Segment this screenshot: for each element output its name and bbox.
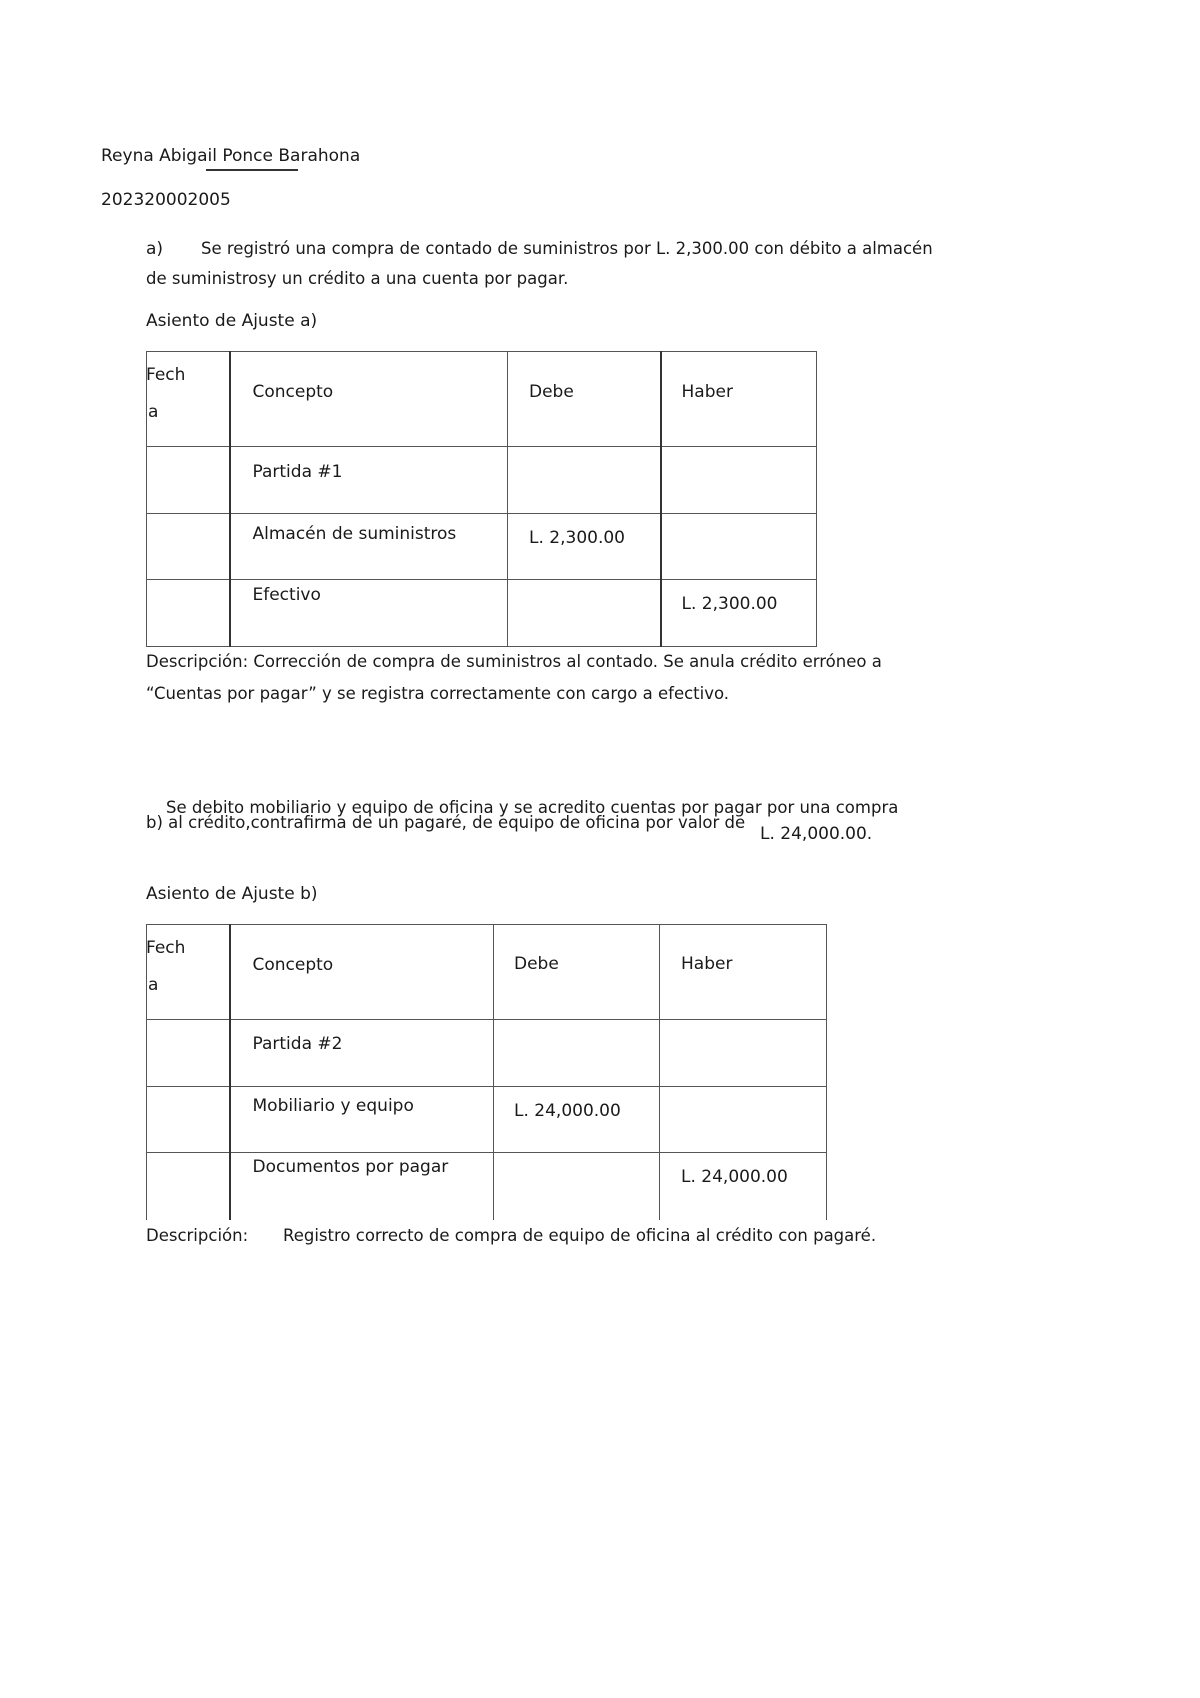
header-haber [661, 352, 817, 447]
table-row [147, 514, 817, 580]
cell-debe [494, 1087, 660, 1153]
section-a-heading: Asiento de Ajuste a) [146, 311, 318, 331]
section-b-statement-line1: Se debito mobiliario y equipo de oficina y se acredito cuentas por pagar por una compra [166, 798, 899, 817]
student-id: 202320002005 [101, 190, 231, 210]
header-haber [660, 925, 827, 1020]
cell-haber [660, 1153, 827, 1220]
row-haber: L. 2,300.00 [681, 594, 778, 614]
section-a-description-line1: Descripción: Corrección de compra de suministros al contado. Se anula crédito erróneo a [146, 652, 882, 671]
table-row [147, 1087, 827, 1153]
header-fecha [147, 925, 230, 1020]
cell-debe [494, 1153, 660, 1220]
header-fecha [147, 352, 230, 447]
section-b-description-label: Descripción: [146, 1226, 249, 1245]
table-row [147, 1153, 827, 1220]
header-debe [508, 352, 661, 447]
row-concepto: Partida #1 [252, 462, 343, 482]
cell-concepto [230, 1153, 494, 1220]
cell-debe [508, 447, 661, 514]
cell-debe [508, 580, 661, 647]
journal-table-a [146, 351, 817, 647]
section-b-statement-line2: b) al crédito,contrafirma de un pagaré, de equipo de oficina por valor de [146, 813, 746, 832]
journal-table-b [146, 924, 827, 1220]
row-concepto: Efectivo [252, 585, 321, 605]
header-haber-label: Haber [681, 382, 733, 402]
cell-fecha [147, 580, 230, 647]
header-fecha-part1: Fech [146, 365, 186, 385]
cell-concepto [230, 447, 508, 514]
cell-fecha [147, 1087, 230, 1153]
header-fecha-part2: a [148, 402, 159, 422]
table-header-row [147, 352, 817, 447]
cell-haber [661, 580, 817, 647]
row-concepto: Documentos por pagar [252, 1157, 449, 1177]
cell-debe [508, 514, 661, 580]
header-concepto [230, 352, 508, 447]
header-debe [494, 925, 660, 1020]
cell-concepto [230, 1087, 494, 1153]
section-a-description-line2: “Cuentas por pagar” y se registra correctamente con cargo a efectivo. [146, 684, 730, 703]
header-debe-label: Debe [529, 382, 574, 402]
header-debe-label: Debe [514, 954, 559, 974]
cell-fecha [147, 1153, 230, 1220]
cell-fecha [147, 447, 230, 514]
cell-debe [494, 1020, 660, 1087]
section-a-marker: a) [146, 239, 164, 259]
name-underline [206, 169, 298, 171]
cell-fecha [147, 514, 230, 580]
row-debe: L. 2,300.00 [529, 528, 625, 548]
header-haber-label: Haber [681, 954, 733, 974]
cell-haber [661, 447, 817, 514]
header-fecha-part1: Fech [146, 938, 186, 958]
table-row [147, 1020, 827, 1087]
header-fecha-part2: a [148, 975, 159, 995]
cell-fecha [147, 1020, 230, 1087]
row-debe: L. 24,000.00 [514, 1101, 621, 1121]
student-name: Reyna Abigail Ponce Barahona [101, 146, 361, 166]
cell-concepto [230, 1020, 494, 1087]
section-a-statement-line2: de suministrosy un crédito a una cuenta por pagar. [146, 269, 569, 288]
section-a-statement-line1: Se registró una compra de contado de suministros por L. 2,300.00 con débito a almacén [201, 239, 933, 258]
table-header-row [147, 925, 827, 1020]
header-concepto [230, 925, 494, 1020]
row-concepto: Mobiliario y equipo [252, 1096, 414, 1116]
cell-haber [660, 1020, 827, 1087]
cell-haber [661, 514, 817, 580]
cell-haber [660, 1087, 827, 1153]
table-row [147, 580, 817, 647]
table-row [147, 447, 817, 514]
row-concepto: Almacén de suministros [252, 524, 457, 544]
header-concepto-label: Concepto [252, 382, 334, 402]
row-concepto: Partida #2 [252, 1034, 343, 1054]
cell-concepto [230, 580, 508, 647]
section-b-description-text: Registro correcto de compra de equipo de oficina al crédito con pagaré. [283, 1226, 877, 1245]
header-concepto-label: Concepto [252, 955, 334, 975]
cell-concepto [230, 514, 508, 580]
section-b-statement-amount: L. 24,000.00. [760, 824, 873, 844]
section-b-heading: Asiento de Ajuste b) [146, 884, 318, 904]
row-haber: L. 24,000.00 [681, 1167, 788, 1187]
